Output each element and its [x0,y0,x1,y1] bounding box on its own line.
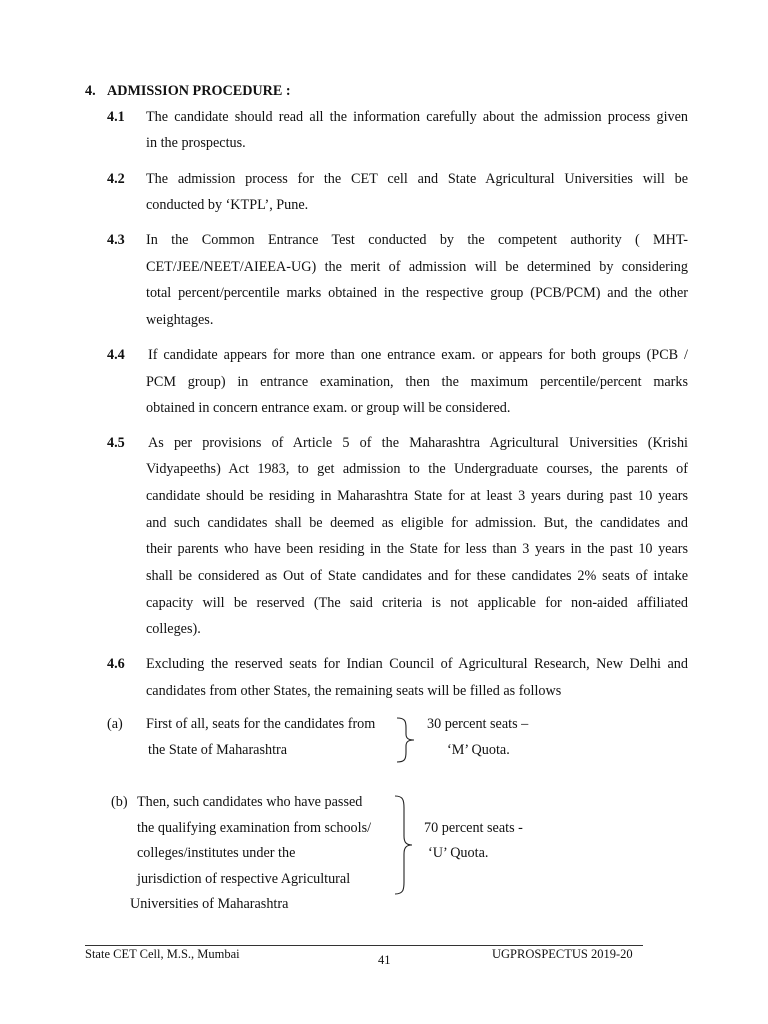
quota-b-line: Then, such candidates who have passed [137,794,363,810]
page-number: 41 [378,953,391,967]
paragraph-line: in the prospectus. [146,135,246,151]
section-title: ADMISSION PROCEDURE : [107,83,291,99]
item-number: 4.5 [107,435,125,451]
item-number: 4.6 [107,656,125,672]
paragraph-line: CET/JEE/NEET/AIEEA-UG) the merit of admission will be determined by considering [146,259,688,275]
item-number: 4.2 [107,171,125,187]
quota-b-label: (b) [111,794,128,810]
brace-a [394,716,420,764]
paragraph-line: capacity will be reserved (The said criteria is not applicable for non-aided affiliated [146,595,688,611]
paragraph-line: their parents who have been residing in the State for less than 3 years in the past 10 years [146,541,688,557]
paragraph-line: shall be considered as Out of State candidates and for these candidates 2% seats of intake [146,568,688,584]
quota-a-line: First of all, seats for the candidates from [146,716,376,732]
quota-a-label: (a) [107,716,123,732]
item-number: 4.4 [107,347,125,363]
quota-b-line: jurisdiction of respective Agricultural [137,871,351,887]
item-number: 4.1 [107,109,125,125]
paragraph-line: In the Common Entrance Test conducted by the competent authority ( MHT- [146,232,688,248]
paragraph-line: Vidyapeeths) Act 1983, to get admission to the Undergraduate courses, the parents of [146,461,688,477]
paragraph-line: weightages. [146,312,214,328]
quota-a-result: 30 percent seats – [427,716,529,732]
brace-b [392,794,418,896]
paragraph-line: and such candidates shall be deemed as eligible for admission. But, the candidates and [146,515,688,531]
footer-right: UGPROSPECTUS 2019-20 [492,947,633,961]
footer-left: State CET Cell, M.S., Mumbai [85,947,240,961]
quota-b-result: 70 percent seats - [424,820,523,836]
quota-b-line: colleges/institutes under the [137,845,296,861]
paragraph-line: The candidate should read all the information carefully about the admission process given [146,109,688,125]
footer-rule [85,945,643,946]
section-number: 4. [85,83,96,99]
quota-b-line: Universities of Maharashtra [130,896,289,912]
paragraph-line: PCM group) in entrance examination, then the maximum percentile/percent marks [146,374,688,390]
paragraph-line: As per provisions of Article 5 of the Maharashtra Agricultural Universities (Krishi [148,435,688,451]
paragraph-line: candidates from other States, the remaining seats will be filled as follows [146,683,562,699]
paragraph-line: obtained in concern entrance exam. or group will be considered. [146,400,511,416]
paragraph-line: Excluding the reserved seats for Indian Council of Agricultural Research, New Delhi and [146,656,688,672]
paragraph-line: If candidate appears for more than one entrance exam. or appears for both groups (PCB / [148,347,688,363]
paragraph-line: The admission process for the CET cell and State Agricultural Universities will be [146,171,688,187]
quota-b-line: the qualifying examination from schools/ [137,820,372,836]
quota-a-result: ‘M’ Quota. [447,742,510,758]
item-number: 4.3 [107,232,125,248]
paragraph-line: candidate should be residing in Maharashtra State for at least 3 years during past 10 years [146,488,688,504]
quota-b-result: ‘U’ Quota. [428,845,489,861]
paragraph-line: total percent/percentile marks obtained in the respective group (PCB/PCM) and the other [146,285,688,301]
paragraph-line: conducted by ‘KTPL’, Pune. [146,197,309,213]
paragraph-line: colleges). [146,621,201,637]
quota-a-line: the State of Maharashtra [148,742,288,758]
